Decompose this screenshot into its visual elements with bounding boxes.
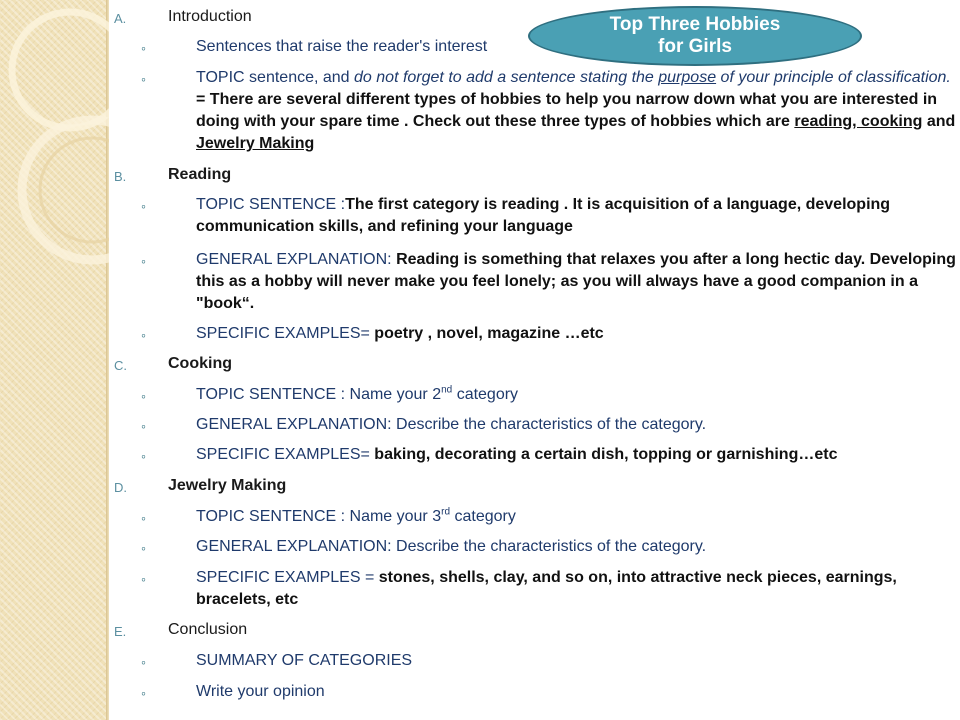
bullet-icon: ◦ bbox=[141, 654, 146, 670]
jewelry-specific-examples: SPECIFIC EXAMPLES = stones, shells, clay, and so on, into attractive neck pieces, earnings, bracelets, etc bbox=[196, 569, 897, 608]
title-line-2: for Girls bbox=[658, 36, 732, 57]
bullet-icon: ◦ bbox=[141, 510, 146, 526]
section-heading-conclusion: Conclusion bbox=[168, 621, 248, 638]
conclusion-opinion: Write your opinion bbox=[196, 683, 325, 700]
reading-specific-examples: SPECIFIC EXAMPLES= poetry , novel, magazine …etc bbox=[196, 325, 604, 342]
section-heading-jewelry-making: Jewelry Making bbox=[168, 477, 287, 494]
bullet-icon: ◦ bbox=[141, 418, 146, 434]
bullet-icon: ◦ bbox=[141, 448, 146, 464]
reading-general-explanation: GENERAL EXPLANATION: Reading is something that relaxes you after a long hectic day. Developing this as a hobby will never make you feel lonely; as you will always have a good companion in a "book“. bbox=[196, 251, 956, 312]
bullet-icon: ◦ bbox=[141, 388, 146, 404]
section-marker-c: C. bbox=[114, 358, 127, 373]
cooking-general-explanation: GENERAL EXPLANATION: Describe the characteristics of the category. bbox=[196, 416, 707, 433]
bullet-icon: ◦ bbox=[141, 571, 146, 587]
bullet-icon: ◦ bbox=[141, 40, 146, 56]
cooking-topic-sentence: TOPIC SENTENCE : Name your 2nd category bbox=[196, 384, 519, 403]
section-marker-a: A. bbox=[114, 11, 127, 26]
title-line-1: Top Three Hobbies bbox=[609, 14, 781, 35]
jewelry-topic-sentence: TOPIC SENTENCE : Name your 3rd category bbox=[196, 506, 516, 525]
section-marker-b: B. bbox=[114, 169, 127, 184]
section-heading-cooking: Cooking bbox=[168, 355, 232, 372]
cooking-specific-examples: SPECIFIC EXAMPLES= baking, decorating a certain dish, topping or garnishing…etc bbox=[196, 446, 838, 463]
intro-item-interest: Sentences that raise the reader's interest bbox=[196, 38, 488, 55]
bullet-icon: ◦ bbox=[141, 253, 146, 269]
conclusion-summary: SUMMARY OF CATEGORIES bbox=[196, 652, 413, 669]
section-marker-d: D. bbox=[114, 480, 127, 495]
bullet-icon: ◦ bbox=[141, 71, 146, 87]
section-marker-e: E. bbox=[114, 624, 127, 639]
jewelry-general-explanation: GENERAL EXPLANATION: Describe the characteristics of the category. bbox=[196, 538, 707, 555]
intro-item-topic-sentence: TOPIC sentence, and do not forget to add a sentence stating the purpose of your principle of classification. = There are several different types of hobbies to help you narrow down what you are interested in doing with your spare time . Check out these three types of hobbies which are reading, cooking and Jewelry Making bbox=[196, 69, 956, 152]
section-heading-reading: Reading bbox=[168, 166, 232, 183]
title-pill bbox=[528, 6, 862, 66]
bullet-icon: ◦ bbox=[141, 327, 146, 343]
bullet-icon: ◦ bbox=[141, 685, 146, 701]
section-heading-introduction: Introduction bbox=[168, 8, 252, 25]
bullet-icon: ◦ bbox=[141, 198, 146, 214]
reading-topic-sentence: TOPIC SENTENCE :The first category is reading . It is acquisition of a language, developing communication skills, and refining your language bbox=[196, 196, 891, 235]
decorative-rings bbox=[0, 0, 109, 300]
bullet-icon: ◦ bbox=[141, 540, 146, 556]
